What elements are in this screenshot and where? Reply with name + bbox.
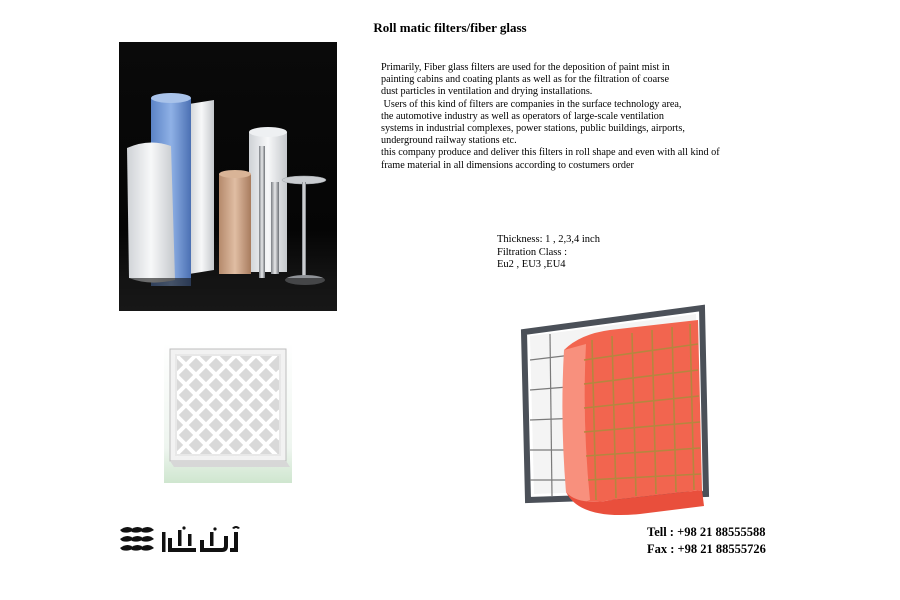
description-line: systems in industrial complexes, power stations, public buildings, airports, [381, 123, 685, 135]
fax-number: Fax : +98 21 88555726 [647, 542, 766, 556]
company-logo-mark-icon [120, 527, 154, 551]
company-logo-lettering [162, 526, 240, 552]
description-line: this company produce and deliver this filters in roll shape and even with all kind of [381, 147, 720, 159]
pleated-panel-filter-photo [164, 343, 292, 483]
description-line: painting cabins and coating plants as well as for the filtration of coarse [381, 74, 669, 86]
red-media-frame-filter-photo [520, 300, 710, 525]
description-line: dust particles in ventilation and drying installations. [381, 86, 593, 98]
company-logo [118, 524, 242, 558]
filter-rolls-photo [119, 42, 337, 311]
description-line: Primarily, Fiber glass filters are used for the deposition of paint mist in [381, 62, 670, 73]
thickness-spec: Thickness: 1 , 2,3,4 inch [497, 234, 600, 245]
contact-info [647, 524, 766, 558]
description-line: frame material in all dimensions according to costumers order [381, 159, 634, 171]
page-title: Roll matic filters/fiber glass [373, 20, 527, 35]
filtration-class-label: Filtration Class : [497, 246, 568, 258]
description-line: underground railway stations etc. [381, 135, 517, 147]
filtration-class-values: Eu2 , EU3 ,EU4 [497, 259, 566, 271]
description-line: Users of this kind of filters are companies in the surface technology area, [381, 98, 682, 110]
description-line: the automotive industry as well as operators of large-scale ventilation [381, 110, 664, 122]
telephone-number: Tell : +98 21 88555588 [647, 525, 766, 539]
description-text [381, 62, 771, 172]
specifications [497, 234, 600, 272]
